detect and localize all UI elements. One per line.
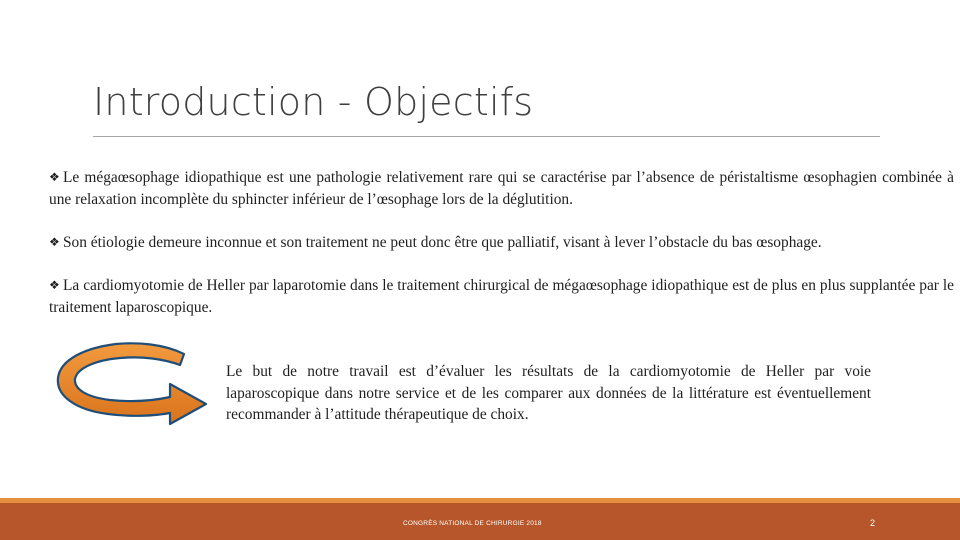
bullet-paragraph-3 — [49, 274, 954, 319]
bullet-paragraph-2 — [49, 231, 954, 254]
diamond-bullet-icon: ❖ — [49, 235, 60, 249]
curved-arrow-icon — [46, 334, 216, 428]
paragraph-text: Son étiologie demeure inconnue et son traitement ne peut donc être que palliatif, visant à lever l’obstacle du bas œsophage. — [63, 234, 822, 251]
paragraph-text: La cardiomyotomie de Heller par laparotomie dans le traitement chirurgical de mégaœsophage idiopathique est de plus en plus supplantée par le traitement laparoscopique. — [49, 277, 954, 316]
page-number: 2 — [870, 518, 876, 528]
goal-statement: Le but de notre travail est d’évaluer les résultats de la cardiomyotomie de Heller par voie laparoscopique dans notre service et de les comparer aux données de la littérature est éventuellement recommander à l’attitude thérapeutique de choix. — [226, 363, 871, 423]
footer-text: CONGRÈS NATIONAL DE CHIRURGIE 2018 — [403, 520, 542, 527]
diamond-bullet-icon: ❖ — [49, 170, 60, 184]
diamond-bullet-icon: ❖ — [49, 278, 60, 292]
slide-title: Introduction - Objectifs — [93, 80, 534, 124]
bullet-paragraph-1 — [49, 166, 954, 211]
title-divider — [93, 136, 880, 137]
paragraph-text: Le mégaœsophage idiopathique est une pathologie relativement rare qui se caractérise par l’absence de péristaltisme œsophagien combinée à une relaxation incomplète du sphincter inférieur de l’œsophage lors de la déglutition. — [49, 169, 954, 208]
